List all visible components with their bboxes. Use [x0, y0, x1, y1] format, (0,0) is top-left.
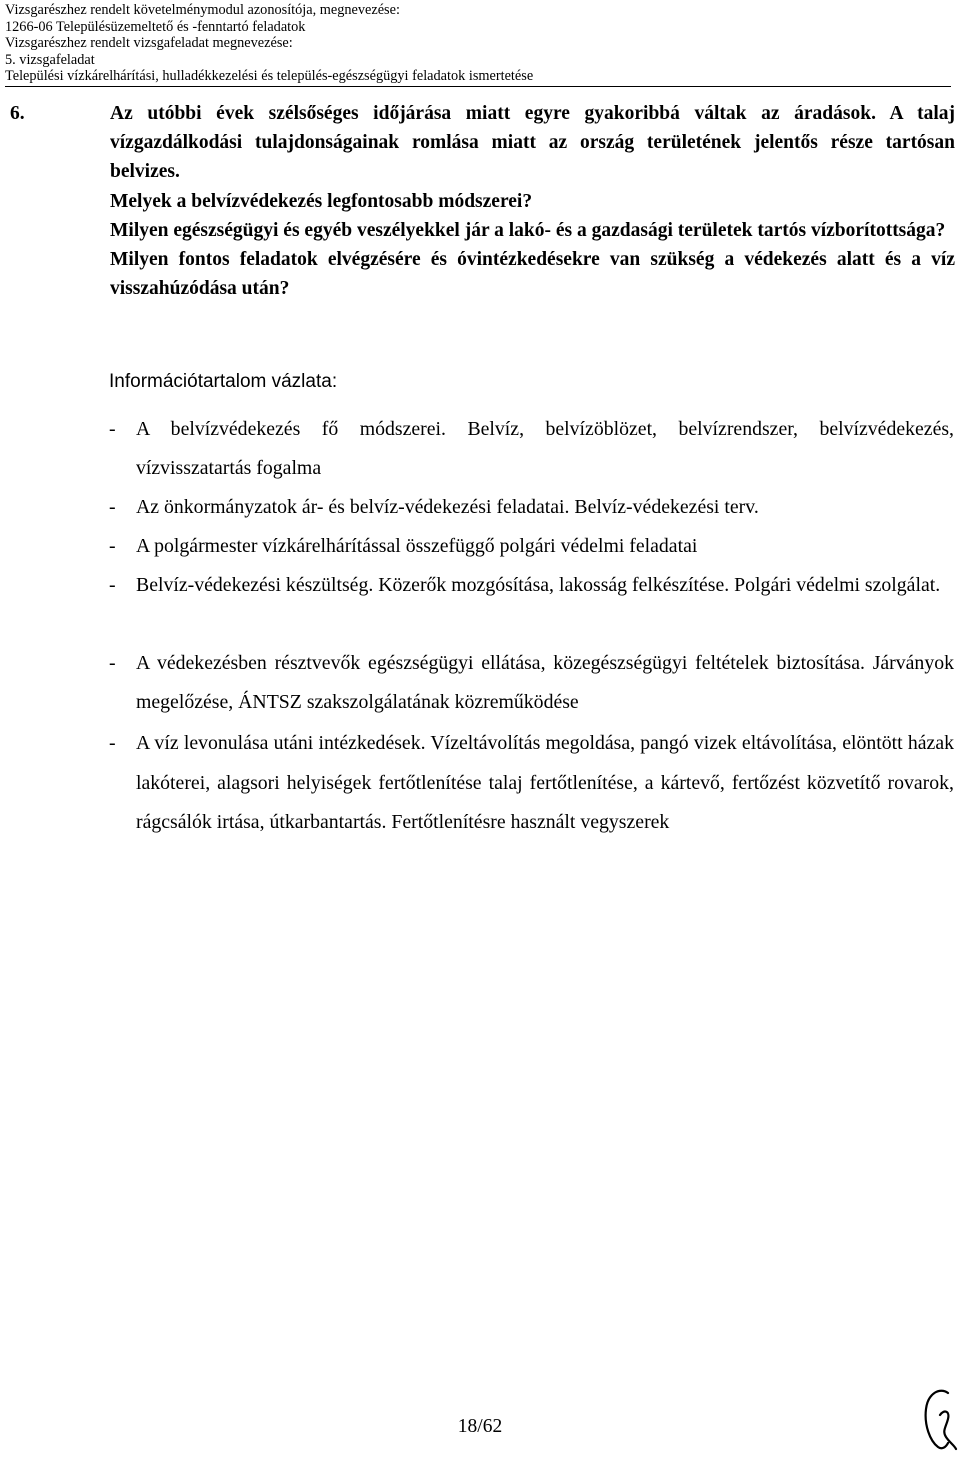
list-item	[109, 410, 954, 488]
header-line: Vizsgarészhez rendelt vizsgafeladat megnevezése:	[5, 35, 293, 51]
header-line: Települési vízkárelhárítási, hulladékkezelési és település-egészségügyi feladatok ismertetése	[5, 68, 534, 84]
list-item	[109, 566, 954, 644]
signature-mark	[918, 1385, 958, 1455]
task-paragraph: Az utóbbi évek szélsőséges időjárása miatt egyre gyakoribbá váltak az áradások. A talaj vízgazdálkodási tulajdonságainak romlása miatt az ország területének jelentős része tartósan belvizes.	[110, 103, 955, 183]
list-item-text: A védekezésben résztvevők egészségügyi ellátása, közegészségügyi feltételek biztosítása. Járványok megelőzése, ÁNTSZ szakszolgálatának közreműködése	[136, 652, 954, 713]
list-item	[109, 644, 954, 724]
list-item	[109, 724, 954, 843]
list-dash: -	[109, 574, 116, 596]
header-line: Vizsgarészhez rendelt követelménymodul azonosítója, megnevezése:	[5, 2, 400, 18]
list-item	[109, 527, 954, 566]
list-dash: -	[109, 496, 116, 518]
page-number: 18/62	[457, 1416, 503, 1437]
list-item-text: A polgármester vízkárelhárítással összefüggő polgári védelmi feladatai	[136, 535, 698, 557]
task-number: 6.	[10, 103, 25, 124]
list-item-text: A víz levonulása utáni intézkedések. Vízeltávolítás megoldása, pangó vizek eltávolítása, elöntött házak lakóterei, alagsori helyiségek fertőtlenítése talaj fertőtlenítése, a kártevő, fertőzést közvetítő rovarok, rágcsálók irtása, útkarbantartás. Fertőtlenítésre használt vegyszerek	[136, 732, 954, 833]
task-description	[110, 99, 955, 303]
list-item	[109, 488, 954, 527]
list-dash: -	[109, 418, 116, 440]
header-line: 1266-06 Településüzemeltető és -fenntartó feladatok	[5, 18, 306, 35]
header-divider	[5, 86, 951, 87]
outline-list	[109, 410, 954, 843]
task-question: Milyen egészségügyi és egyéb veszélyekkel jár a lakó- és a gazdasági területek tartós vízborítottsága?	[110, 219, 946, 241]
list-dash: -	[109, 732, 116, 754]
task-question: Milyen fontos feladatok elvégzésére és óvintézkedésekre van szükség a védekezés alatt és a víz visszahúzódása után?	[110, 249, 955, 300]
outline-title: Információtartalom vázlata:	[109, 371, 338, 392]
list-item-text: Belvíz-védekezési készültség. Közerők mozgósítása, lakosság felkészítése. Polgári védelmi szolgálat.	[136, 574, 941, 596]
task-question: Melyek a belvízvédekezés legfontosabb módszerei?	[110, 190, 533, 212]
list-item-text: Az önkormányzatok ár- és belvíz-védekezési feladatai. Belvíz-védekezési terv.	[136, 496, 759, 518]
list-dash: -	[109, 652, 116, 674]
page-header	[5, 2, 945, 85]
list-item-text: A belvízvédekezés fő módszerei. Belvíz, belvízöblözet, belvízrendszer, belvízvédekezés, vízvisszatartás fogalma	[136, 418, 954, 479]
header-line: 5. vizsgafeladat	[5, 51, 95, 68]
list-dash: -	[109, 535, 116, 557]
